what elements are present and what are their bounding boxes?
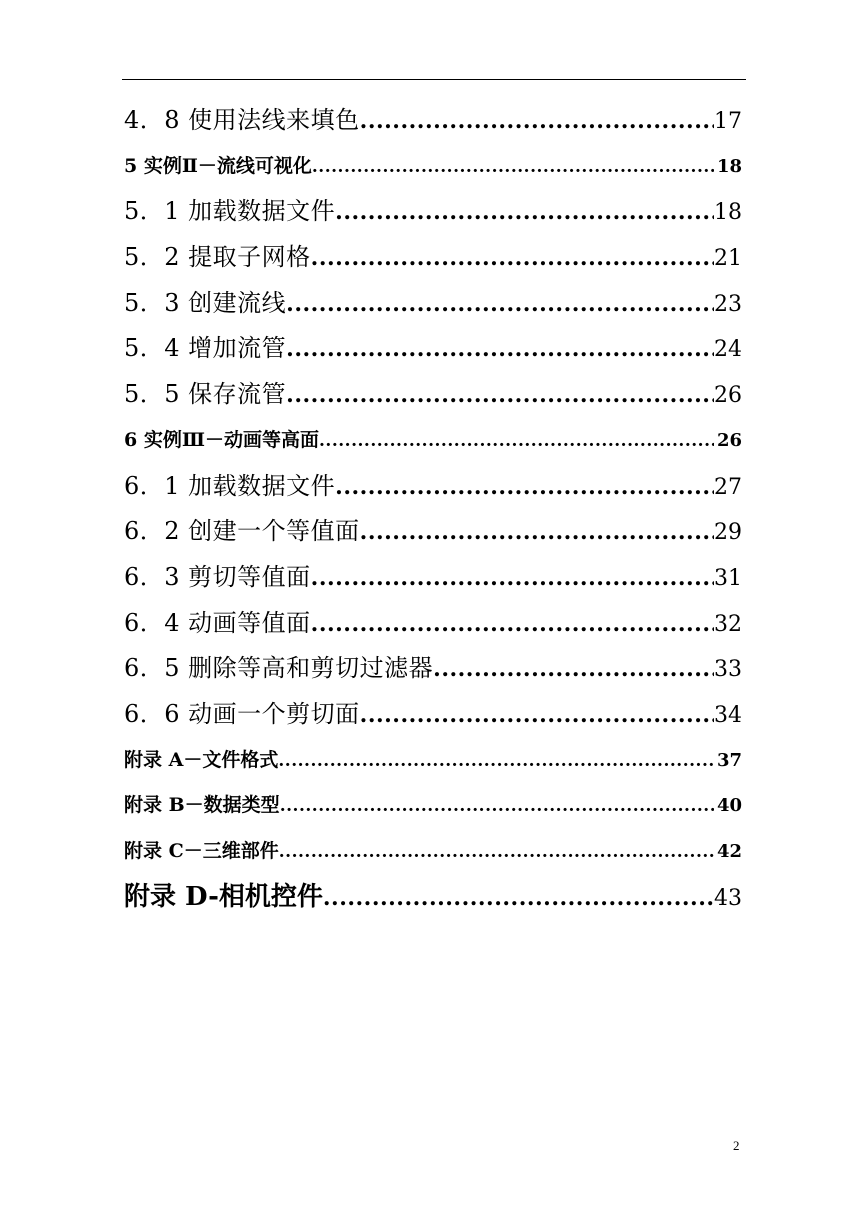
toc-entry-chapter-6[interactable] <box>124 418 742 464</box>
toc-entry-label: 附录 A－文件格式 <box>124 748 279 771</box>
toc-entry-page: 21 <box>714 246 742 272</box>
toc-entry-label: 6．6 动画一个剪切面 <box>124 699 360 728</box>
toc-entry-page: 37 <box>716 749 742 771</box>
dot-leader <box>312 145 714 190</box>
toc-entry-label: 5 实例Ⅱ－流线可视化 <box>124 154 312 177</box>
toc-entry-page: 33 <box>714 657 742 683</box>
toc-entry-label: 5．1 加载数据文件 <box>124 197 336 226</box>
toc-entry-page: 18 <box>716 155 742 177</box>
toc-entry-page: 32 <box>714 611 742 637</box>
dot-leader <box>311 236 714 281</box>
toc-entry-6-5[interactable] <box>124 646 742 692</box>
toc-entry-label: 4．8 使用法线来填色 <box>124 106 360 134</box>
dot-leader <box>433 647 714 692</box>
header-rule <box>122 79 746 80</box>
toc-entry-page: 31 <box>714 565 742 591</box>
toc-entry-label: 5．4 增加流管 <box>124 334 287 363</box>
dot-leader <box>360 99 714 144</box>
toc-entry-page: 18 <box>714 200 742 226</box>
dot-leader <box>311 556 714 601</box>
toc-entry-appendix-a[interactable] <box>124 738 742 784</box>
dot-leader <box>360 693 714 738</box>
dot-leader <box>286 373 714 418</box>
toc-entry-page: 40 <box>716 795 742 817</box>
toc-entry-label: 6．2 创建一个等值面 <box>124 517 360 546</box>
toc-entry-5-2[interactable] <box>124 235 742 281</box>
toc-entry-appendix-c[interactable] <box>124 829 742 875</box>
dot-leader <box>286 282 714 327</box>
toc-entry-page: 26 <box>714 383 742 409</box>
toc-entry-page: 29 <box>714 520 742 546</box>
toc-entry-page: 26 <box>716 429 742 451</box>
dot-leader <box>311 602 714 647</box>
table-of-contents <box>124 98 742 920</box>
toc-entry-page: 42 <box>716 841 742 862</box>
toc-entry-5-4[interactable] <box>124 326 742 372</box>
toc-entry-appendix-b[interactable] <box>124 783 742 829</box>
toc-entry-label: 5．5 保存流管 <box>124 380 287 409</box>
toc-entry-chapter-5[interactable] <box>124 144 742 190</box>
dot-leader <box>286 327 714 372</box>
dot-leader <box>279 830 714 875</box>
toc-entry-6-2[interactable] <box>124 509 742 555</box>
toc-entry-5-1[interactable] <box>124 189 742 235</box>
dot-leader <box>280 784 714 829</box>
dot-leader <box>335 190 714 235</box>
toc-entry-6-4[interactable] <box>124 601 742 647</box>
toc-entry-page: 17 <box>714 109 742 134</box>
toc-entry-label: 附录 D-相机控件 <box>124 881 323 912</box>
toc-entry-appendix-d[interactable] <box>124 875 742 921</box>
toc-entry-6-1[interactable] <box>124 464 742 510</box>
toc-entry-4-8[interactable] <box>124 98 742 144</box>
dot-leader <box>335 465 714 510</box>
toc-entry-label: 6．1 加载数据文件 <box>124 471 336 500</box>
toc-entry-5-3[interactable] <box>124 281 742 327</box>
toc-entry-label: 6．5 删除等高和剪切过滤器 <box>124 654 434 683</box>
toc-entry-6-6[interactable] <box>124 692 742 738</box>
toc-entry-label: 6．4 动画等值面 <box>124 608 311 637</box>
toc-entry-label: 5．2 提取子网格 <box>124 243 311 272</box>
toc-entry-5-5[interactable] <box>124 372 742 418</box>
footer-page-number: 2 <box>733 1138 740 1153</box>
toc-entry-page: 24 <box>714 337 742 363</box>
dot-leader <box>360 510 714 555</box>
toc-entry-page: 23 <box>714 291 742 317</box>
toc-entry-label: 附录 C－三维部件 <box>124 840 279 862</box>
toc-entry-page: 27 <box>714 474 742 500</box>
dot-leader <box>319 419 714 464</box>
toc-entry-label: 6．3 剪切等值面 <box>124 562 311 591</box>
dot-leader <box>278 739 714 784</box>
dot-leader <box>323 876 714 921</box>
toc-entry-label: 6 实例Ⅲ－动画等高面 <box>124 428 319 451</box>
toc-entry-label: 附录 B－数据类型 <box>124 794 280 817</box>
toc-entry-page: 43 <box>714 885 742 911</box>
toc-entry-6-3[interactable] <box>124 555 742 601</box>
toc-entry-label: 5．3 创建流线 <box>124 288 287 317</box>
toc-entry-page: 34 <box>714 702 742 728</box>
